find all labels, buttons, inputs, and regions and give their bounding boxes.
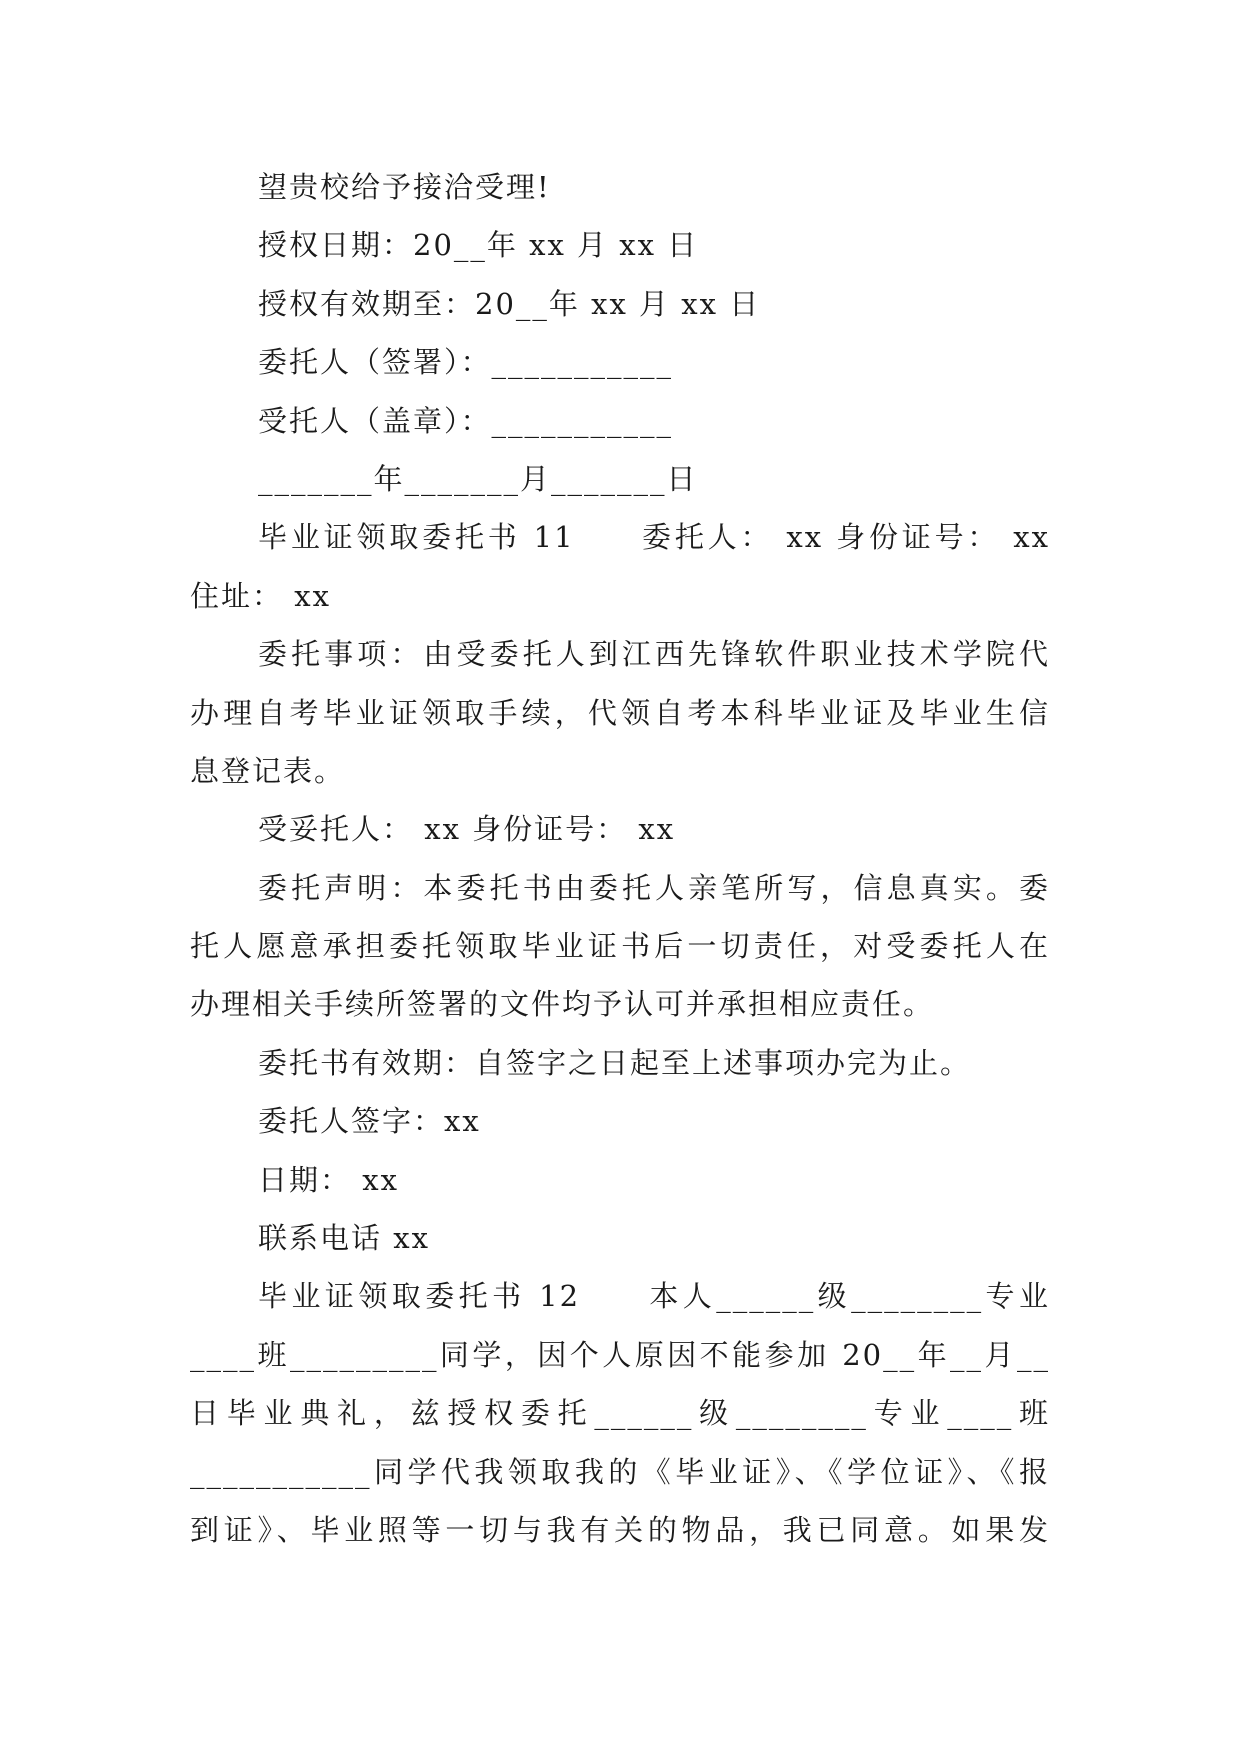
- text-line: 毕业证领取委托书 12 本人______级________专业: [258, 1279, 1050, 1314]
- text-line: 委托人签字：xx: [258, 1104, 481, 1139]
- text-line: 授权有效期至：20__年 xx 月 xx 日: [258, 286, 761, 321]
- text-line: ____班_________同学，因个人原因不能参加 20__年__月__: [190, 1337, 1050, 1372]
- text-line: 委托事项：由受委托人到江西先锋软件职业技术学院代: [258, 637, 1050, 672]
- text-line: 委托书有效期：自签字之日起至上述事项办完为止。: [258, 1045, 972, 1080]
- text-line: 托人愿意承担委托领取毕业证书后一切责任，对受委托人在: [190, 929, 1050, 964]
- text-line: 委托声明：本委托书由委托人亲笔所写，信息真实。委: [258, 870, 1050, 905]
- text-line: 联系电话 xx: [258, 1221, 430, 1256]
- text-line: 日期： xx: [258, 1162, 399, 1197]
- text-line: 受妥托人： xx 身份证号： xx: [258, 812, 676, 847]
- text-line: 委托人（签署）：___________: [258, 345, 674, 380]
- text-line: 到证》、毕业照等一切与我有关的物品，我已同意。如果发: [190, 1512, 1050, 1547]
- text-line: 息登记表。: [190, 753, 346, 788]
- text-line: 授权日期：20__年 xx 月 xx 日: [258, 228, 699, 263]
- text-line: 日毕业典礼，兹授权委托______级________专业____班: [190, 1396, 1050, 1431]
- document-body: [190, 158, 1050, 1559]
- text-line: _______年_______月_______日: [258, 461, 698, 496]
- text-line: 住址： xx: [190, 578, 331, 613]
- text-line: 望贵校给予接洽受理!: [258, 170, 551, 204]
- text-line: 受托人（盖章）：___________: [258, 403, 674, 438]
- text-line: 毕业证领取委托书 11 委托人： xx 身份证号： xx: [258, 520, 1050, 555]
- text-line: 办理自考毕业证领取手续，代领自考本科毕业证及毕业生信: [190, 695, 1050, 730]
- text-line: ___________同学代我领取我的《毕业证》、《学位证》、《报: [190, 1454, 1050, 1489]
- text-line: 办理相关手续所签署的文件均予认可并承担相应责任。: [190, 987, 935, 1022]
